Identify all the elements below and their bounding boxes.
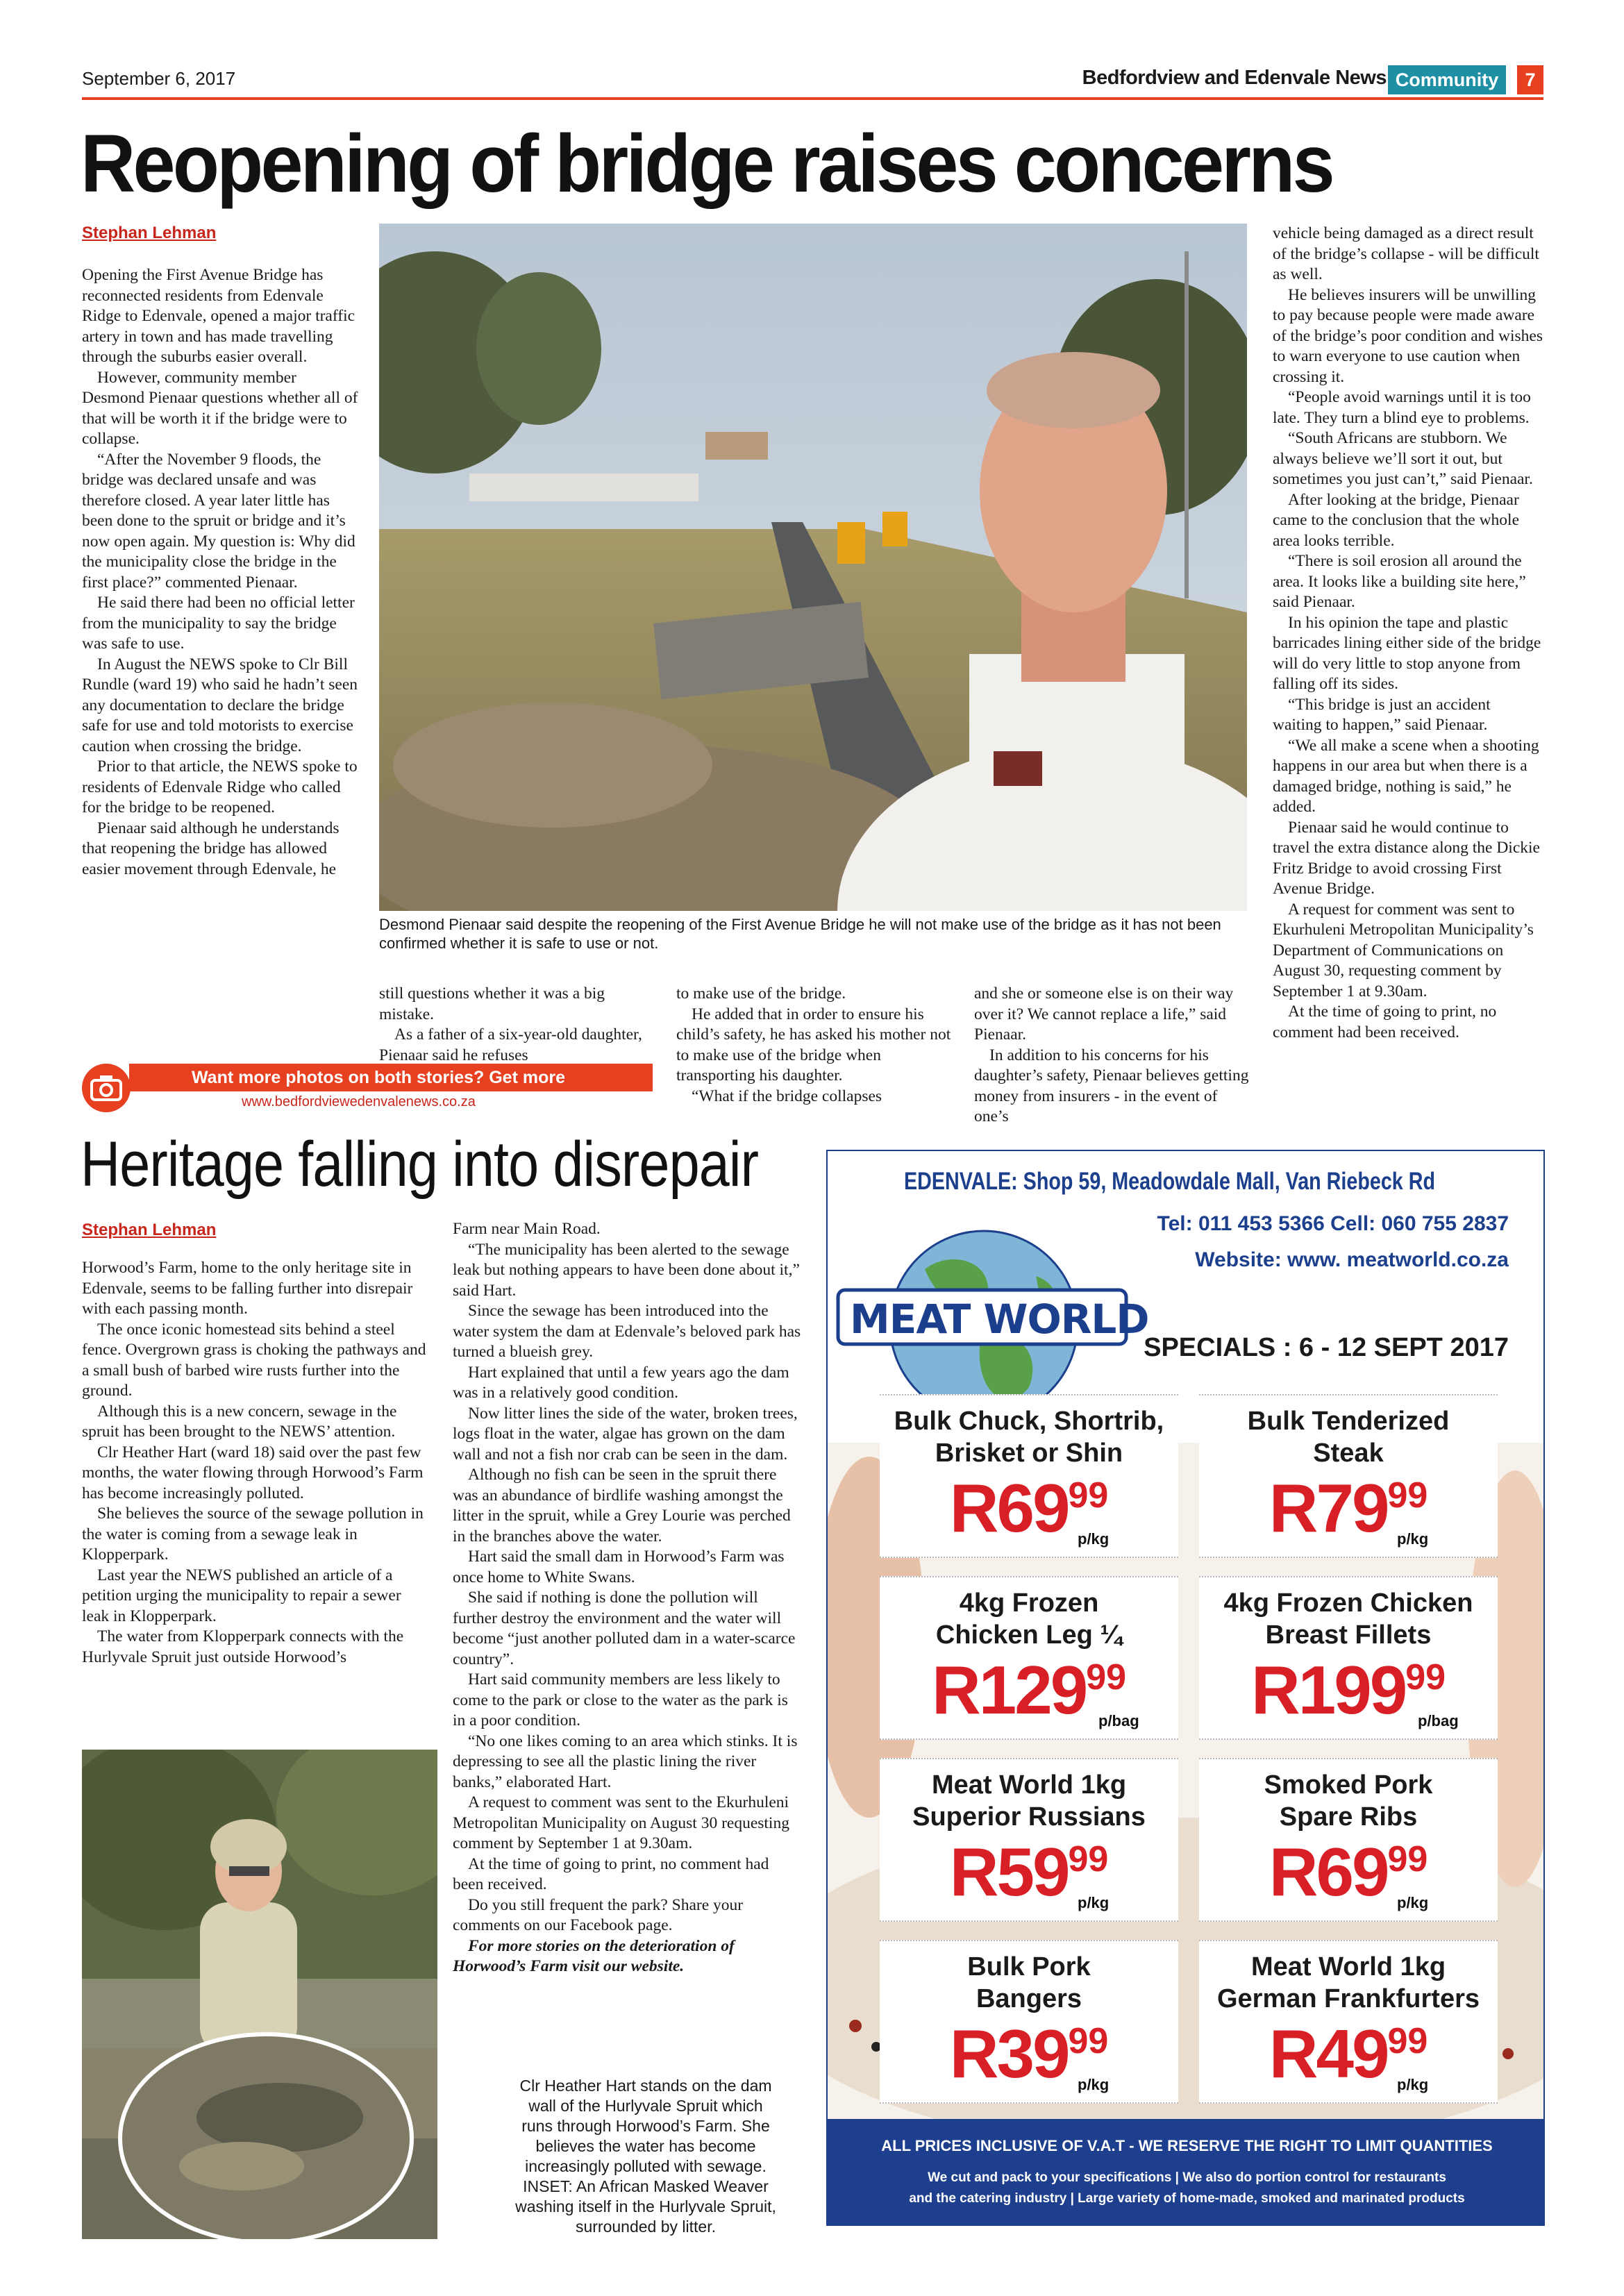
price-rand: R69 bbox=[1269, 1834, 1388, 1910]
paragraph: vehicle being damaged as a direct result of the bridge’s collapse - will be difficult as well. bbox=[1273, 224, 1539, 283]
price-unit: p/kg bbox=[1397, 1530, 1429, 1548]
paragraph: “South Africans are stubborn. We always believe we’ll sort it out, but sometimes you just can’t,” said Pienaar. bbox=[1273, 429, 1533, 488]
paragraph: still questions whether it was a big mistake. bbox=[379, 984, 605, 1023]
deal-price bbox=[880, 1651, 1178, 1729]
deal-name-line: Meat World 1kg bbox=[931, 1770, 1127, 1800]
issue-date: September 6, 2017 bbox=[82, 68, 236, 89]
price-unit: p/bag bbox=[1418, 1712, 1459, 1729]
deal-name-line: Bangers bbox=[976, 1984, 1082, 2013]
deal-name-line: Bulk Pork bbox=[967, 1952, 1091, 1981]
paragraph: to make use of the bridge. bbox=[676, 984, 846, 1003]
deal-card bbox=[880, 1940, 1178, 2104]
footer-products: and the catering industry | Large variety of home-made, smoked and marinated products bbox=[909, 2191, 1465, 2206]
paragraph: The water from Klopperpark connects with the Hurlyvale Spruit just outside Horwood’s bbox=[82, 1627, 404, 1666]
store-address: EDENVALE: Shop 59, Meadowdale Mall, Van Riebeck Rd bbox=[904, 1168, 1435, 1195]
caption-line: believes the water has become bbox=[535, 2137, 756, 2155]
deal-name bbox=[880, 1405, 1178, 1469]
deal-name bbox=[1199, 1587, 1498, 1651]
paragraph: Although no fish can be seen in the spruit there was an abundance of birdlife washing amongst the litter in the spruit, while a Grey Lourie was perched in the branches above the water. bbox=[453, 1466, 791, 1545]
price-unit: p/bag bbox=[1098, 1712, 1139, 1729]
price-unit: p/kg bbox=[1397, 2076, 1429, 2093]
deal-name bbox=[1199, 1951, 1498, 2015]
paragraph: “We all make a scene when a shooting happens in our area but when there is a damaged bridge, nothing is said,” he added. bbox=[1273, 736, 1539, 816]
price-rand: R59 bbox=[949, 1834, 1069, 1910]
dam-photo-caption bbox=[489, 2076, 802, 2237]
price-cents: 99 bbox=[1387, 1475, 1428, 1516]
deal-name-line: Breast Fillets bbox=[1265, 1620, 1432, 1650]
caption-line: INSET: An African Masked Weaver bbox=[523, 2177, 769, 2195]
deal-name bbox=[880, 1951, 1178, 2015]
caption-line: Clr Heather Hart stands on the dam bbox=[519, 2077, 772, 2095]
paragraph: He believes insurers will be unwilling to pay because people were made aware of the bridge’s poor condition and wishes to warn everyone to use caution when crossing it. bbox=[1273, 285, 1543, 386]
bridge-photo-caption: Desmond Pienaar said despite the reopening of the First Avenue Bridge he will not make use of the bridge as it has not been confirmed whether it is safe to use or not. bbox=[379, 916, 1221, 952]
price-rand: R199 bbox=[1250, 1652, 1406, 1728]
website-plug: For more stories on the deterioration of Horwood’s Farm visit our website. bbox=[453, 1936, 735, 1975]
deal-name bbox=[1199, 1405, 1498, 1469]
store-phones: Tel: 011 453 5366 Cell: 060 755 2837 bbox=[1157, 1212, 1509, 1235]
paragraph: She believes the source of the sewage pollution in the water is coming from a sewage leak in Klopperpark. bbox=[82, 1505, 424, 1564]
caption-line: runs through Horwood’s Farm. She bbox=[521, 2117, 770, 2135]
paragraph: “This bridge is just an accident waiting to happen,” said Pienaar. bbox=[1273, 695, 1491, 734]
deal-card bbox=[880, 1394, 1178, 1558]
deal-price bbox=[880, 2015, 1178, 2093]
paragraph: “After the November 9 floods, the bridge was declared unsafe and was therefore closed. A year later little has been done to the spruit or bridge and it’s now open again. My question is: Why did the municipality close the bridge in the first place?” commented Pienaar. bbox=[82, 450, 355, 592]
deal-name-line: Spare Ribs bbox=[1279, 1802, 1418, 1832]
promo-url-link[interactable]: www.bedfordviewedenvalenews.co.za bbox=[242, 1094, 476, 1109]
meat-world-advert bbox=[826, 1150, 1545, 2226]
caption-line: surrounded by litter. bbox=[575, 2218, 716, 2236]
paragraph: After looking at the bridge, Pienaar came to the conclusion that the whole area looks terrible. bbox=[1273, 490, 1520, 550]
deal-price bbox=[1199, 1833, 1498, 1911]
footer-vat-note: ALL PRICES INCLUSIVE OF V.A.T - WE RESERVE THE RIGHT TO LIMIT QUANTITIES bbox=[881, 2137, 1493, 2154]
paragraph: Hart said the small dam in Horwood’s Farm was once home to White Swans. bbox=[453, 1548, 785, 1586]
logo-text: MEAT WORLD bbox=[850, 1296, 1149, 1343]
paragraph: Although this is a new concern, sewage in the spruit has been brought to the NEWS’ attention. bbox=[82, 1402, 397, 1441]
paragraph: Hart said community members are less likely to come to the park or close to the water as the park is in a poor condition. bbox=[453, 1670, 788, 1729]
paragraph: He added that in order to ensure his child’s safety, he has asked his mother not to make use of the bridge when transporting his daughter. bbox=[676, 1005, 951, 1084]
deal-price bbox=[1199, 2015, 1498, 2093]
article1-column-4 bbox=[974, 984, 1252, 1128]
paragraph: “What if the bridge collapses bbox=[692, 1087, 882, 1105]
paragraph: The once iconic homestead sits behind a steel fence. Overgrown grass is choking the pathways and a small bush of barbed wire rusts further into the ground. bbox=[82, 1320, 426, 1400]
photo-promo-banner[interactable] bbox=[82, 1064, 653, 1112]
price-cents: 99 bbox=[1405, 1657, 1446, 1698]
paragraph: A request to comment was sent to the Ekurhuleni Metropolitan Municipality on August 30 requesting comment by September 1 at 9.30am. bbox=[453, 1793, 789, 1852]
article1-column-3 bbox=[676, 984, 954, 1107]
deal-card bbox=[880, 1576, 1178, 1740]
paragraph: and she or someone else is on their way over it? We cannot replace a life,” said Pienaar. bbox=[974, 984, 1234, 1044]
price-unit: p/kg bbox=[1078, 1894, 1110, 1911]
article2-column-1 bbox=[82, 1258, 429, 1668]
paragraph: “No one likes coming to an area which stinks. It is depressing to see all the plastic lining the river banks,” elaborated Hart. bbox=[453, 1732, 798, 1791]
deal-price bbox=[1199, 1651, 1498, 1729]
paragraph: Now litter lines the side of the water, broken trees, logs float in the water, algae has grown on the dam wall and not a fish nor crab can be seen in the dam. bbox=[453, 1404, 798, 1464]
bridge-photo bbox=[379, 224, 1247, 911]
price-cents: 99 bbox=[1387, 2021, 1428, 2061]
price-rand: R49 bbox=[1269, 2016, 1388, 2092]
price-cents: 99 bbox=[1068, 2021, 1109, 2061]
price-rand: R79 bbox=[1269, 1470, 1388, 1546]
paragraph: In addition to his concerns for his daughter’s safety, Pienaar believes getting money from insurers - in the event of one’s bbox=[974, 1046, 1249, 1125]
deal-name-line: Meat World 1kg bbox=[1250, 1952, 1446, 1981]
deal-name-line: Superior Russians bbox=[912, 1802, 1146, 1832]
paragraph: At the time of going to print, no comment had been received. bbox=[1273, 1003, 1497, 1041]
caption-line: wall of the Hurlyvale Spruit which bbox=[528, 2097, 763, 2115]
deal-card bbox=[1199, 1576, 1498, 1740]
deal-card bbox=[1199, 1758, 1498, 1922]
deal-price bbox=[1199, 1469, 1498, 1548]
article1-column-1 bbox=[82, 265, 360, 880]
paragraph: Pienaar said he would continue to travel the extra distance along the Dickie Fritz Bridge to avoid crossing First Avenue Bridge. bbox=[1273, 818, 1540, 898]
promo-text[interactable]: Want more photos on both stories? Get more bbox=[129, 1064, 653, 1091]
deal-name-line: Steak bbox=[1313, 1439, 1384, 1468]
paragraph: As a father of a six-year-old daughter, Pienaar said he refuses bbox=[379, 1025, 642, 1064]
paragraph: Farm near Main Road. bbox=[453, 1220, 601, 1238]
section-tab: Community bbox=[1388, 65, 1506, 94]
paragraph: He said there had been no official letter from the municipality to say the bridge was safe to use. bbox=[82, 594, 355, 653]
paragraph: She said if nothing is done the pollution will further destroy the environment and the water will become “just another polluted dam in a water-scarce country”. bbox=[453, 1589, 796, 1668]
paragraph: Hart explained that until a few years ago the dam was in a relatively good condition. bbox=[453, 1363, 789, 1402]
header-rule bbox=[82, 97, 1543, 100]
paragraph: “People avoid warnings until it is too late. They turn a blind eye to problems. bbox=[1273, 388, 1531, 427]
price-rand: R129 bbox=[931, 1652, 1087, 1728]
deal-name-line: Bulk Chuck, Shortrib, bbox=[894, 1407, 1164, 1436]
price-unit: p/kg bbox=[1397, 1894, 1429, 1911]
deal-card bbox=[1199, 1394, 1498, 1558]
price-unit: p/kg bbox=[1078, 2076, 1110, 2093]
paragraph: Do you still frequent the park? Share your comments on our Facebook page. bbox=[453, 1895, 744, 1934]
article1-column-5 bbox=[1273, 224, 1543, 1043]
meat-world-logo bbox=[835, 1221, 1149, 1422]
paragraph: Last year the NEWS published an article of a petition urging the municipality to repair a sewer leak in Klopperpark. bbox=[82, 1566, 401, 1625]
deal-name-line: Brisket or Shin bbox=[935, 1439, 1123, 1468]
deal-name-line: 4kg Frozen Chicken bbox=[1223, 1589, 1473, 1618]
paragraph: Opening the First Avenue Bridge has reconnected residents from Edenvale Ridge to Edenvale, opened a major traffic artery in town and has made travelling through the suburbs easier overall. bbox=[82, 266, 355, 366]
price-cents: 99 bbox=[1068, 1475, 1109, 1516]
paragraph: Horwood’s Farm, home to the only heritage site in Edenvale, seems to be falling further into disrepair with each passing month. bbox=[82, 1259, 413, 1318]
deal-name bbox=[880, 1587, 1178, 1651]
specials-dates: SPECIALS : 6 - 12 SEPT 2017 bbox=[1144, 1333, 1509, 1362]
article2-byline: Stephan Lehman bbox=[82, 1221, 217, 1239]
deal-price bbox=[880, 1469, 1178, 1548]
paragraph: “The municipality has been alerted to the sewage leak but nothing appears to have been done about it,” said Hart. bbox=[453, 1240, 800, 1300]
deal-name-line: Chicken Leg ¼ bbox=[935, 1620, 1123, 1650]
price-unit: p/kg bbox=[1078, 1530, 1110, 1548]
price-cents: 99 bbox=[1086, 1657, 1127, 1698]
paragraph: Pienaar said although he understands that reopening the bridge has allowed easier movement through Edenvale, he bbox=[82, 819, 340, 878]
article1-byline: Stephan Lehman bbox=[82, 224, 217, 242]
deal-name bbox=[880, 1769, 1178, 1833]
footer-services: We cut and pack to your specifications | We also do portion control for restaurants bbox=[928, 2170, 1446, 2185]
paragraph: Clr Heather Hart (ward 18) said over the past few months, the water flowing through Horwood’s Farm has become increasingly polluted. bbox=[82, 1443, 424, 1502]
article1-headline: Reopening of bridge raises concerns bbox=[81, 118, 1332, 210]
advert-footer bbox=[828, 2119, 1545, 2226]
price-cents: 99 bbox=[1387, 1839, 1428, 1879]
deal-name bbox=[1199, 1769, 1498, 1833]
deal-name-line: German Frankfurters bbox=[1216, 1984, 1480, 2013]
camera-icon bbox=[82, 1064, 131, 1112]
price-rand: R39 bbox=[949, 2016, 1069, 2092]
paragraph: In August the NEWS spoke to Clr Bill Rundle (ward 19) who said he hadn’t seen any documentation to declare the bridge safe for use and told motorists to exercise caution when crossing the bridge. bbox=[82, 655, 358, 755]
deal-name-line: Smoked Pork bbox=[1264, 1770, 1433, 1800]
store-website[interactable]: Website: www. meatworld.co.za bbox=[1195, 1248, 1509, 1271]
caption-line: washing itself in the Hurlyvale Spruit, bbox=[515, 2197, 776, 2215]
paragraph: “There is soil erosion all around the area. It looks like a building site here,” said Pienaar. bbox=[1273, 552, 1526, 611]
price-rand: R69 bbox=[949, 1470, 1069, 1546]
page-number: 7 bbox=[1517, 65, 1543, 94]
paragraph: Since the sewage has been introduced into the water system the dam at Edenvale’s beloved park has turned a blueish grey. bbox=[453, 1302, 801, 1361]
deal-price bbox=[880, 1833, 1178, 1911]
paragraph: A request for comment was sent to Ekurhuleni Metropolitan Municipality’s Department of Communications on August 30, requesting comment by September 1 at 9.30am. bbox=[1273, 900, 1534, 1000]
article1-column-2 bbox=[379, 984, 657, 1066]
deal-card bbox=[1199, 1940, 1498, 2104]
paragraph: In his opinion the tape and plastic barricades lining either side of the bridge will do very little to stop anyone from falling off its sides. bbox=[1273, 613, 1541, 693]
price-cents: 99 bbox=[1068, 1839, 1109, 1879]
paragraph: However, community member Desmond Pienaar questions whether all of that will be worth it if the bridge were to collapse. bbox=[82, 368, 358, 448]
paragraph: Prior to that article, the NEWS spoke to residents of Edenvale Ridge who called for the bridge to be reopened. bbox=[82, 757, 358, 816]
paragraph: At the time of going to print, no comment had been received. bbox=[453, 1854, 769, 1893]
deal-name-line: 4kg Frozen bbox=[959, 1589, 1099, 1618]
deal-name-line: Bulk Tenderized bbox=[1247, 1407, 1450, 1436]
publication-name: Bedfordview and Edenvale News bbox=[1082, 67, 1387, 89]
article2-headline: Heritage falling into disrepair bbox=[81, 1129, 759, 1200]
caption-line: increasingly polluted with sewage. bbox=[525, 2157, 767, 2175]
deal-card bbox=[880, 1758, 1178, 1922]
bridge-photo-illustration bbox=[379, 224, 1247, 911]
